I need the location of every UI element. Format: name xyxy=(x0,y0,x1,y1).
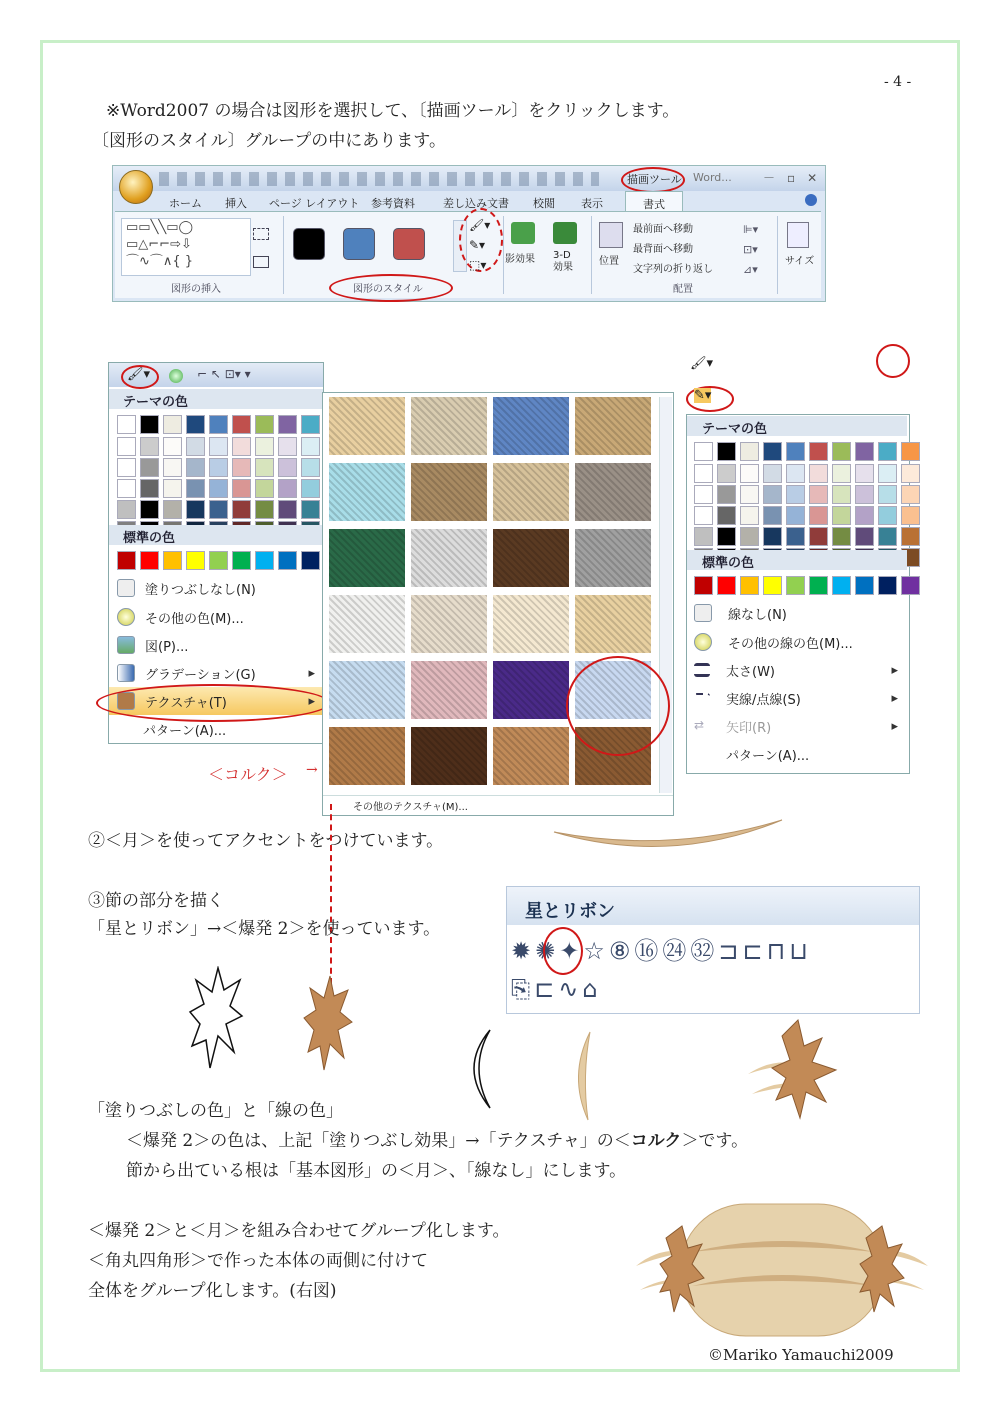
group-insert-shapes-label: 図形の挿入 xyxy=(171,284,221,295)
color-swatch[interactable] xyxy=(740,464,759,483)
color-swatch[interactable] xyxy=(832,527,851,546)
texture-swatch[interactable] xyxy=(411,727,487,785)
color-swatch[interactable] xyxy=(855,485,874,504)
color-swatch[interactable] xyxy=(740,442,759,461)
color-swatch[interactable] xyxy=(694,464,713,483)
color-swatch[interactable] xyxy=(717,576,736,595)
shape-style-swatch[interactable] xyxy=(343,228,375,260)
page-number: - 4 - xyxy=(884,74,912,90)
color-swatch[interactable] xyxy=(717,485,736,504)
texture-swatch[interactable] xyxy=(411,595,487,653)
fill-bucket-icon[interactable]: 🖌▾ xyxy=(127,367,151,382)
selected-texture-highlight xyxy=(566,656,670,756)
shape-style-gallery[interactable] xyxy=(293,228,425,260)
color-swatch[interactable] xyxy=(209,458,228,477)
color-swatch[interactable] xyxy=(209,551,228,570)
color-swatch[interactable] xyxy=(694,527,713,546)
color-swatch[interactable] xyxy=(763,506,782,525)
section3-line2: 「星とリボン」→＜爆発 2＞を使っています。 xyxy=(88,919,441,939)
color-swatch[interactable] xyxy=(255,458,274,477)
copyright: ©Mariko Yamauchi2009 xyxy=(708,1346,894,1364)
color-swatch[interactable] xyxy=(186,458,205,477)
color-swatch[interactable] xyxy=(901,576,920,595)
color-swatch[interactable] xyxy=(186,551,205,570)
dashes-item[interactable]: 実線/点線(S) ▸ xyxy=(686,684,906,712)
texture-swatch[interactable] xyxy=(575,397,651,455)
theme-colors-header: テーマの色 xyxy=(123,395,189,410)
more-line-colors-item[interactable]: その他の線の色(M)... xyxy=(686,628,906,656)
color-swatch[interactable] xyxy=(786,576,805,595)
group-text-line2: ＜角丸四角形＞で作った本体の両側に付けて xyxy=(88,1251,428,1271)
color-swatch[interactable] xyxy=(786,442,805,461)
no-line-item[interactable]: 線なし(N) xyxy=(686,598,906,628)
color-swatch[interactable] xyxy=(832,464,851,483)
color-swatch[interactable] xyxy=(901,442,920,461)
tab-references[interactable]: 参考資料 xyxy=(371,197,415,210)
position-icon[interactable] xyxy=(599,222,623,248)
standard-color-row[interactable] xyxy=(117,551,343,570)
color-swatch[interactable] xyxy=(163,415,182,434)
standard-colors-header: 標準の色 xyxy=(123,531,176,546)
shape-outline-icon[interactable]: ✎▾ xyxy=(469,238,486,252)
color-swatch[interactable] xyxy=(786,485,805,504)
cork-arrow: → xyxy=(306,762,318,778)
color-swatch[interactable] xyxy=(855,576,874,595)
color-swatch[interactable] xyxy=(740,576,759,595)
color-swatch[interactable] xyxy=(740,527,759,546)
color-swatch[interactable] xyxy=(163,500,182,519)
line-pattern-item[interactable]: パターン(A)... xyxy=(726,748,810,764)
color-swatch[interactable] xyxy=(694,442,713,461)
arrows-item[interactable]: ⇄ 矢印(R) ▸ xyxy=(694,718,898,736)
color-swatch[interactable] xyxy=(809,506,828,525)
tab-review[interactable]: 校閲 xyxy=(533,197,555,210)
color-swatch[interactable] xyxy=(855,506,874,525)
section3-line1: ③節の部分を描く xyxy=(88,891,224,911)
star-shapes-row[interactable]: ✹✺✦☆⑧⑯㉔㉜⊐⊏⊓⊔ xyxy=(511,937,813,965)
color-swatch[interactable] xyxy=(878,464,897,483)
color-swatch[interactable] xyxy=(878,506,897,525)
color-swatch[interactable] xyxy=(809,464,828,483)
intro-line-2: 〔図形のスタイル〕グループの中にあります。 xyxy=(92,131,446,151)
color-swatch[interactable] xyxy=(140,479,159,498)
shapes-gallery[interactable]: ▭▭╲╲▭◯ ▭△⌐⌐⇨⇩ ⌒∿⌒∧{ } xyxy=(121,218,251,276)
moon-outline-shape xyxy=(456,1026,496,1112)
texture-swatch[interactable] xyxy=(329,463,405,521)
group-shape-styles-label: 図形のスタイル xyxy=(353,284,423,295)
tab-insert[interactable]: 挿入 xyxy=(225,197,247,210)
shadow-effects-icon[interactable] xyxy=(511,222,535,244)
group-arrange-label: 配置 xyxy=(673,284,693,295)
color-swatch[interactable] xyxy=(694,506,713,525)
3d-effects-label[interactable]: 3-D 効果 xyxy=(553,250,573,273)
color-swatch[interactable] xyxy=(117,415,136,434)
color-swatch[interactable] xyxy=(278,551,297,570)
color-swatch[interactable] xyxy=(717,464,736,483)
color-swatch[interactable] xyxy=(832,485,851,504)
fill-bucket-icon-small[interactable]: 🖌▾ xyxy=(690,356,714,371)
fill-bucket-icon[interactable]: 🖌▾ xyxy=(469,218,491,232)
color-swatch[interactable] xyxy=(278,458,297,477)
gradient-item[interactable]: グラデーション(G) ▸ xyxy=(109,659,323,687)
color-swatch[interactable] xyxy=(878,576,897,595)
moon-accent-shape xyxy=(550,810,790,860)
color-swatch[interactable] xyxy=(763,442,782,461)
color-swatch[interactable] xyxy=(763,485,782,504)
color-swatch[interactable] xyxy=(255,479,274,498)
color-swatch[interactable] xyxy=(855,527,874,546)
color-swatch[interactable] xyxy=(901,485,920,504)
color-swatch[interactable] xyxy=(278,415,297,434)
color-swatch[interactable] xyxy=(694,485,713,504)
texture-swatch[interactable] xyxy=(493,463,569,521)
color-swatch[interactable] xyxy=(117,500,136,519)
color-swatch[interactable] xyxy=(209,415,228,434)
3d-effects-icon[interactable] xyxy=(553,222,577,244)
color-swatch[interactable] xyxy=(209,479,228,498)
tab-view[interactable]: 表示 xyxy=(581,197,603,210)
moon-texture-shape xyxy=(566,1030,606,1122)
color-swatch[interactable] xyxy=(809,485,828,504)
color-swatch[interactable] xyxy=(209,500,228,519)
section2-text: ②＜月＞を使ってアクセントをつけています。 xyxy=(88,831,444,851)
help-icon[interactable] xyxy=(805,194,817,206)
color-swatch[interactable] xyxy=(301,437,320,456)
texture-swatch[interactable] xyxy=(411,463,487,521)
color-swatch[interactable] xyxy=(855,442,874,461)
line-theme-color-row[interactable] xyxy=(694,442,920,461)
color-swatch[interactable] xyxy=(140,458,159,477)
color-swatch[interactable] xyxy=(117,551,136,570)
color-swatch[interactable] xyxy=(301,415,320,434)
color-swatch[interactable] xyxy=(163,479,182,498)
color-swatch[interactable] xyxy=(786,527,805,546)
stars-ribbons-title: 星とリボン xyxy=(525,901,615,922)
more-colors-item[interactable]: その他の色(M)... xyxy=(109,603,323,631)
intro-line-1: ※Word2007 の場合は図形を選択して、〔描画ツール〕をクリックします。 xyxy=(106,101,680,121)
color-swatch[interactable] xyxy=(763,464,782,483)
picture-item[interactable]: 図(P)... xyxy=(109,631,323,659)
align-group-icons[interactable]: ⊫▾ ⊡▾ ⊿▾ xyxy=(743,223,759,276)
texture-swatch[interactable] xyxy=(493,529,569,587)
color-swatch[interactable] xyxy=(140,437,159,456)
color-swatch[interactable] xyxy=(878,442,897,461)
color-swatch[interactable] xyxy=(901,464,920,483)
color-swatch[interactable] xyxy=(186,437,205,456)
texture-swatch[interactable] xyxy=(493,397,569,455)
color-swatch[interactable] xyxy=(255,500,274,519)
color-swatch[interactable] xyxy=(255,437,274,456)
color-swatch[interactable] xyxy=(878,485,897,504)
shadow-effects-label[interactable]: 影効果 xyxy=(505,254,535,265)
texture-swatch[interactable] xyxy=(411,661,487,719)
color-swatch[interactable] xyxy=(878,527,897,546)
color-swatch[interactable] xyxy=(717,527,736,546)
color-swatch[interactable] xyxy=(809,576,828,595)
color-swatch[interactable] xyxy=(232,479,251,498)
color-swatch[interactable] xyxy=(117,437,136,456)
colors-text-line2: 節から出ている根は「基本図形」の＜月＞、「線なし」にします。 xyxy=(126,1161,627,1181)
color-swatch[interactable] xyxy=(301,479,320,498)
corner-highlight xyxy=(876,344,910,378)
color-swatch[interactable] xyxy=(232,415,251,434)
color-swatch[interactable] xyxy=(763,527,782,546)
color-swatch[interactable] xyxy=(255,415,274,434)
texture-swatch[interactable] xyxy=(411,397,487,455)
texture-swatch[interactable] xyxy=(329,727,405,785)
color-swatch[interactable] xyxy=(232,500,251,519)
window-controls[interactable]: － ▫ ✕ xyxy=(763,171,818,185)
color-swatch[interactable] xyxy=(301,458,320,477)
text-wrapping[interactable]: 文字列の折り返し xyxy=(633,264,713,275)
texture-swatch[interactable] xyxy=(575,529,651,587)
group-text-line1: ＜爆発 2＞と＜月＞を組み合わせてグループ化します。 xyxy=(88,1221,510,1241)
explosion-outline-shape xyxy=(188,966,244,1070)
color-swatch[interactable] xyxy=(809,442,828,461)
color-swatch[interactable] xyxy=(186,415,205,434)
color-swatch[interactable] xyxy=(832,576,851,595)
line-color-icon[interactable]: ✎▾ xyxy=(694,388,712,403)
color-swatch[interactable] xyxy=(717,442,736,461)
texture-swatch[interactable] xyxy=(329,397,405,455)
texture-item[interactable]: テクスチャ(T) ▸ xyxy=(109,687,323,715)
color-swatch[interactable] xyxy=(786,464,805,483)
color-swatch[interactable] xyxy=(717,506,736,525)
cork-label: ＜コルク＞ xyxy=(208,765,288,784)
texture-swatch[interactable] xyxy=(329,595,405,653)
size-icon[interactable] xyxy=(787,222,809,248)
color-swatch[interactable] xyxy=(694,576,713,595)
size-label[interactable]: サイズ xyxy=(785,256,815,267)
weight-item[interactable]: 太さ(W) ▸ xyxy=(686,656,906,684)
stars-ribbons-panel xyxy=(506,886,920,1014)
tab-page-layout[interactable]: ページ レイアウト xyxy=(269,197,360,210)
colors-heading: 「塗りつぶしの色」と「線の色」 xyxy=(88,1101,343,1121)
text-box-icon[interactable] xyxy=(253,256,269,268)
color-swatch[interactable] xyxy=(232,458,251,477)
line-theme-colors-header: テーマの色 xyxy=(702,422,768,437)
line-standard-color-row[interactable] xyxy=(694,576,920,595)
window-title: Word... xyxy=(693,171,732,184)
shape-style-swatch[interactable] xyxy=(393,228,425,260)
color-swatch[interactable] xyxy=(163,458,182,477)
office-button[interactable] xyxy=(119,170,153,204)
line-color-menu xyxy=(686,352,908,772)
color-swatch[interactable] xyxy=(763,576,782,595)
color-swatch[interactable] xyxy=(301,551,320,570)
explosion2-highlight xyxy=(543,927,583,975)
theme-color-row[interactable] xyxy=(117,415,343,434)
tab-home[interactable]: ホーム xyxy=(169,197,202,210)
texture-swatch[interactable] xyxy=(411,529,487,587)
color-swatch[interactable] xyxy=(186,479,205,498)
color-swatch[interactable] xyxy=(855,464,874,483)
color-swatch[interactable] xyxy=(301,500,320,519)
color-swatch[interactable] xyxy=(117,479,136,498)
color-swatch[interactable] xyxy=(740,506,759,525)
color-swatch[interactable] xyxy=(232,437,251,456)
color-swatch[interactable] xyxy=(232,551,251,570)
send-to-back[interactable]: 最背面へ移動 xyxy=(633,244,693,255)
texture-swatch[interactable] xyxy=(575,595,651,653)
color-swatch[interactable] xyxy=(117,458,136,477)
color-swatch[interactable] xyxy=(901,506,920,525)
position-label[interactable]: 位置 xyxy=(599,256,619,267)
texture-swatch[interactable] xyxy=(493,661,569,719)
color-swatch[interactable] xyxy=(163,551,182,570)
line-standard-colors-header: 標準の色 xyxy=(702,556,755,571)
group-text-line3: 全体をグループ化します。(右図) xyxy=(88,1281,337,1301)
change-shape-icon[interactable]: ⬚▾ xyxy=(469,258,487,272)
effects-icon[interactable] xyxy=(169,369,183,383)
toolbar-icons[interactable]: ⌐ ↖ ⊡▾ ▾ xyxy=(197,367,251,381)
color-swatch[interactable] xyxy=(140,551,159,570)
color-swatch[interactable] xyxy=(209,437,228,456)
color-swatch[interactable] xyxy=(255,551,274,570)
color-swatch[interactable] xyxy=(278,500,297,519)
color-swatch[interactable] xyxy=(278,479,297,498)
cork-explosion-shape xyxy=(302,974,354,1072)
color-swatch[interactable] xyxy=(740,485,759,504)
ribbon-shapes-row[interactable]: ⎘⊏∿⌂ xyxy=(511,975,602,1003)
texture-swatch[interactable] xyxy=(329,661,405,719)
color-swatch[interactable] xyxy=(809,527,828,546)
color-swatch[interactable] xyxy=(278,437,297,456)
final-grouped-shape xyxy=(630,1186,934,1346)
quick-access-toolbar xyxy=(159,172,599,186)
color-swatch[interactable] xyxy=(832,506,851,525)
edit-shape-icon[interactable] xyxy=(253,228,269,240)
ribbon-screenshot xyxy=(112,165,826,302)
color-swatch[interactable] xyxy=(140,500,159,519)
color-swatch[interactable] xyxy=(901,527,920,546)
color-swatch[interactable] xyxy=(786,506,805,525)
tab-mailings[interactable]: 差し込み文書 xyxy=(443,197,509,210)
no-fill-item[interactable]: 塗りつぶしなし(N) xyxy=(109,573,323,603)
color-swatch[interactable] xyxy=(832,442,851,461)
pattern-item[interactable]: パターン(A)... xyxy=(143,723,227,739)
color-swatch[interactable] xyxy=(186,500,205,519)
colors-text-line1: ＜爆発 2＞の色は、上記「塗りつぶし効果」→「テクスチャ」の＜コルク＞です。 xyxy=(126,1131,749,1151)
color-swatch[interactable] xyxy=(163,437,182,456)
connector-line xyxy=(330,804,332,984)
tab-format[interactable]: 書式 xyxy=(625,191,683,216)
bring-to-front[interactable]: 最前面へ移動 xyxy=(633,224,693,235)
drawing-tools-label[interactable]: 描画ツール xyxy=(627,173,682,186)
texture-highlight xyxy=(96,684,330,722)
texture-swatch[interactable] xyxy=(493,595,569,653)
color-swatch[interactable] xyxy=(140,415,159,434)
texture-swatch[interactable] xyxy=(493,727,569,785)
more-textures-link[interactable]: その他のテクスチャ(M)... xyxy=(353,802,468,813)
texture-swatch[interactable] xyxy=(575,463,651,521)
texture-swatch[interactable] xyxy=(329,529,405,587)
explosion-with-roots-shape xyxy=(746,1016,840,1122)
shape-style-swatch[interactable] xyxy=(293,228,325,260)
